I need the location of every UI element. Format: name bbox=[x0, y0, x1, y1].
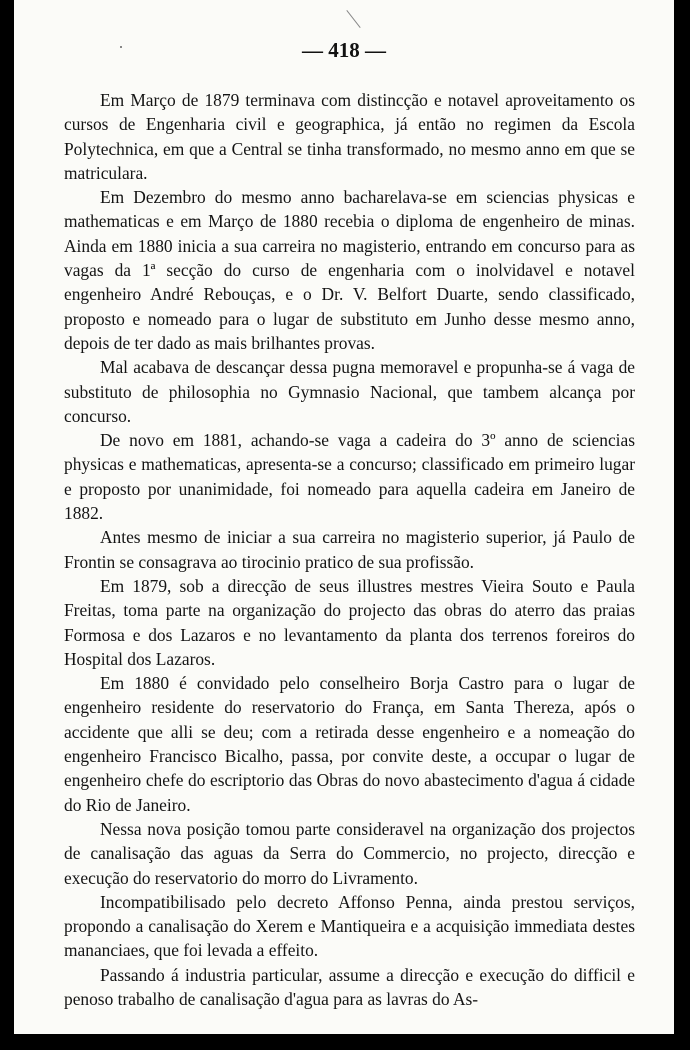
body-text bbox=[64, 88, 635, 1011]
paragraph: Mal acabava de descançar dessa pugna memoravel e propunha-se á vaga de substituto de philosophia no Gymnasio Nacional, que tambem alcança por concurso. bbox=[64, 357, 635, 426]
stray-pen-mark bbox=[346, 10, 360, 28]
paragraph: Nessa nova posição tomou parte consideravel na organização dos projectos de canalisação das aguas da Serra do Commercio, no projecto, direcção e execução do reservatorio do morro do Livramento. bbox=[64, 818, 635, 888]
paragraph: Em 1879, sob a direcção de seus illustres mestres Vieira Souto e Paula Freitas, toma parte na organização do projecto das obras do aterro das praias Formosa e dos Lazaros e no levantamento da planta dos terrenos foreiros do Hospital dos Lazaros. bbox=[64, 575, 635, 669]
paragraph: Em Dezembro do mesmo anno bacharelava-se em sciencias physicas e mathematicas e em Março de 1880 recebia o diploma de engenheiro de minas. Ainda em 1880 inicia a sua carreira no magisterio, entrando em concurso para as vagas da 1ª secção do curso de engenharia com o inolvidavel e notavel engenheiro André Rebouças, e o Dr. V. Belfort Duarte, sendo classificado, proposto e nomeado para o lugar de substituto em Junho desse mesmo anno, depois de ter dado as mais brilhantes provas. bbox=[64, 187, 635, 353]
paragraph: Antes mesmo de iniciar a sua carreira no magisterio superior, já Paulo de Frontin se consagrava ao tirocinio pratico de sua profissão. bbox=[64, 527, 635, 572]
paragraph: Incompatibilisado pelo decreto Affonso Penna, ainda prestou serviços, propondo a canalisação do Xerem e Mantiqueira e a acquisição immediata destes mananciaes, que foi levada a effeito. bbox=[64, 891, 635, 961]
paragraph: De novo em 1881, achando-se vaga a cadeira do 3º anno de sciencias physicas e mathematicas, apresenta-se a concurso; classificado em primeiro lugar e proposto por unanimidade, foi nomeado para aquella cadeira em Janeiro de 1882. bbox=[64, 430, 635, 524]
paragraph: Passando á industria particular, assume a direcção e execução do difficil e penoso trabalho de canalisação d'agua para as lavras do As- bbox=[64, 964, 635, 1009]
page-number: — 418 — bbox=[302, 38, 386, 62]
paragraph: Em Março de 1879 terminava com distincção e notavel aproveitamento os cursos de Engenharia civil e geographica, já então no regimen da Escola Polytechnica, em que a Central se tinha transformado, no mesmo anno em que se matriculara. bbox=[64, 90, 635, 183]
scanned-page bbox=[14, 0, 674, 1034]
paragraph: Em 1880 é convidado pelo conselheiro Borja Castro para o lugar de engenheiro residente do reservatorio do França, em Santa Thereza, após o accidente que alli se deu; com a retirada desse engenheiro e a nomeação do engenheiro Francisco Bicalho, passa, por convite deste, a occupar o lugar de engenheiro chefe do escriptorio das Obras do novo abastecimento d'agua á cidade do Rio de Janeiro. bbox=[64, 673, 635, 815]
